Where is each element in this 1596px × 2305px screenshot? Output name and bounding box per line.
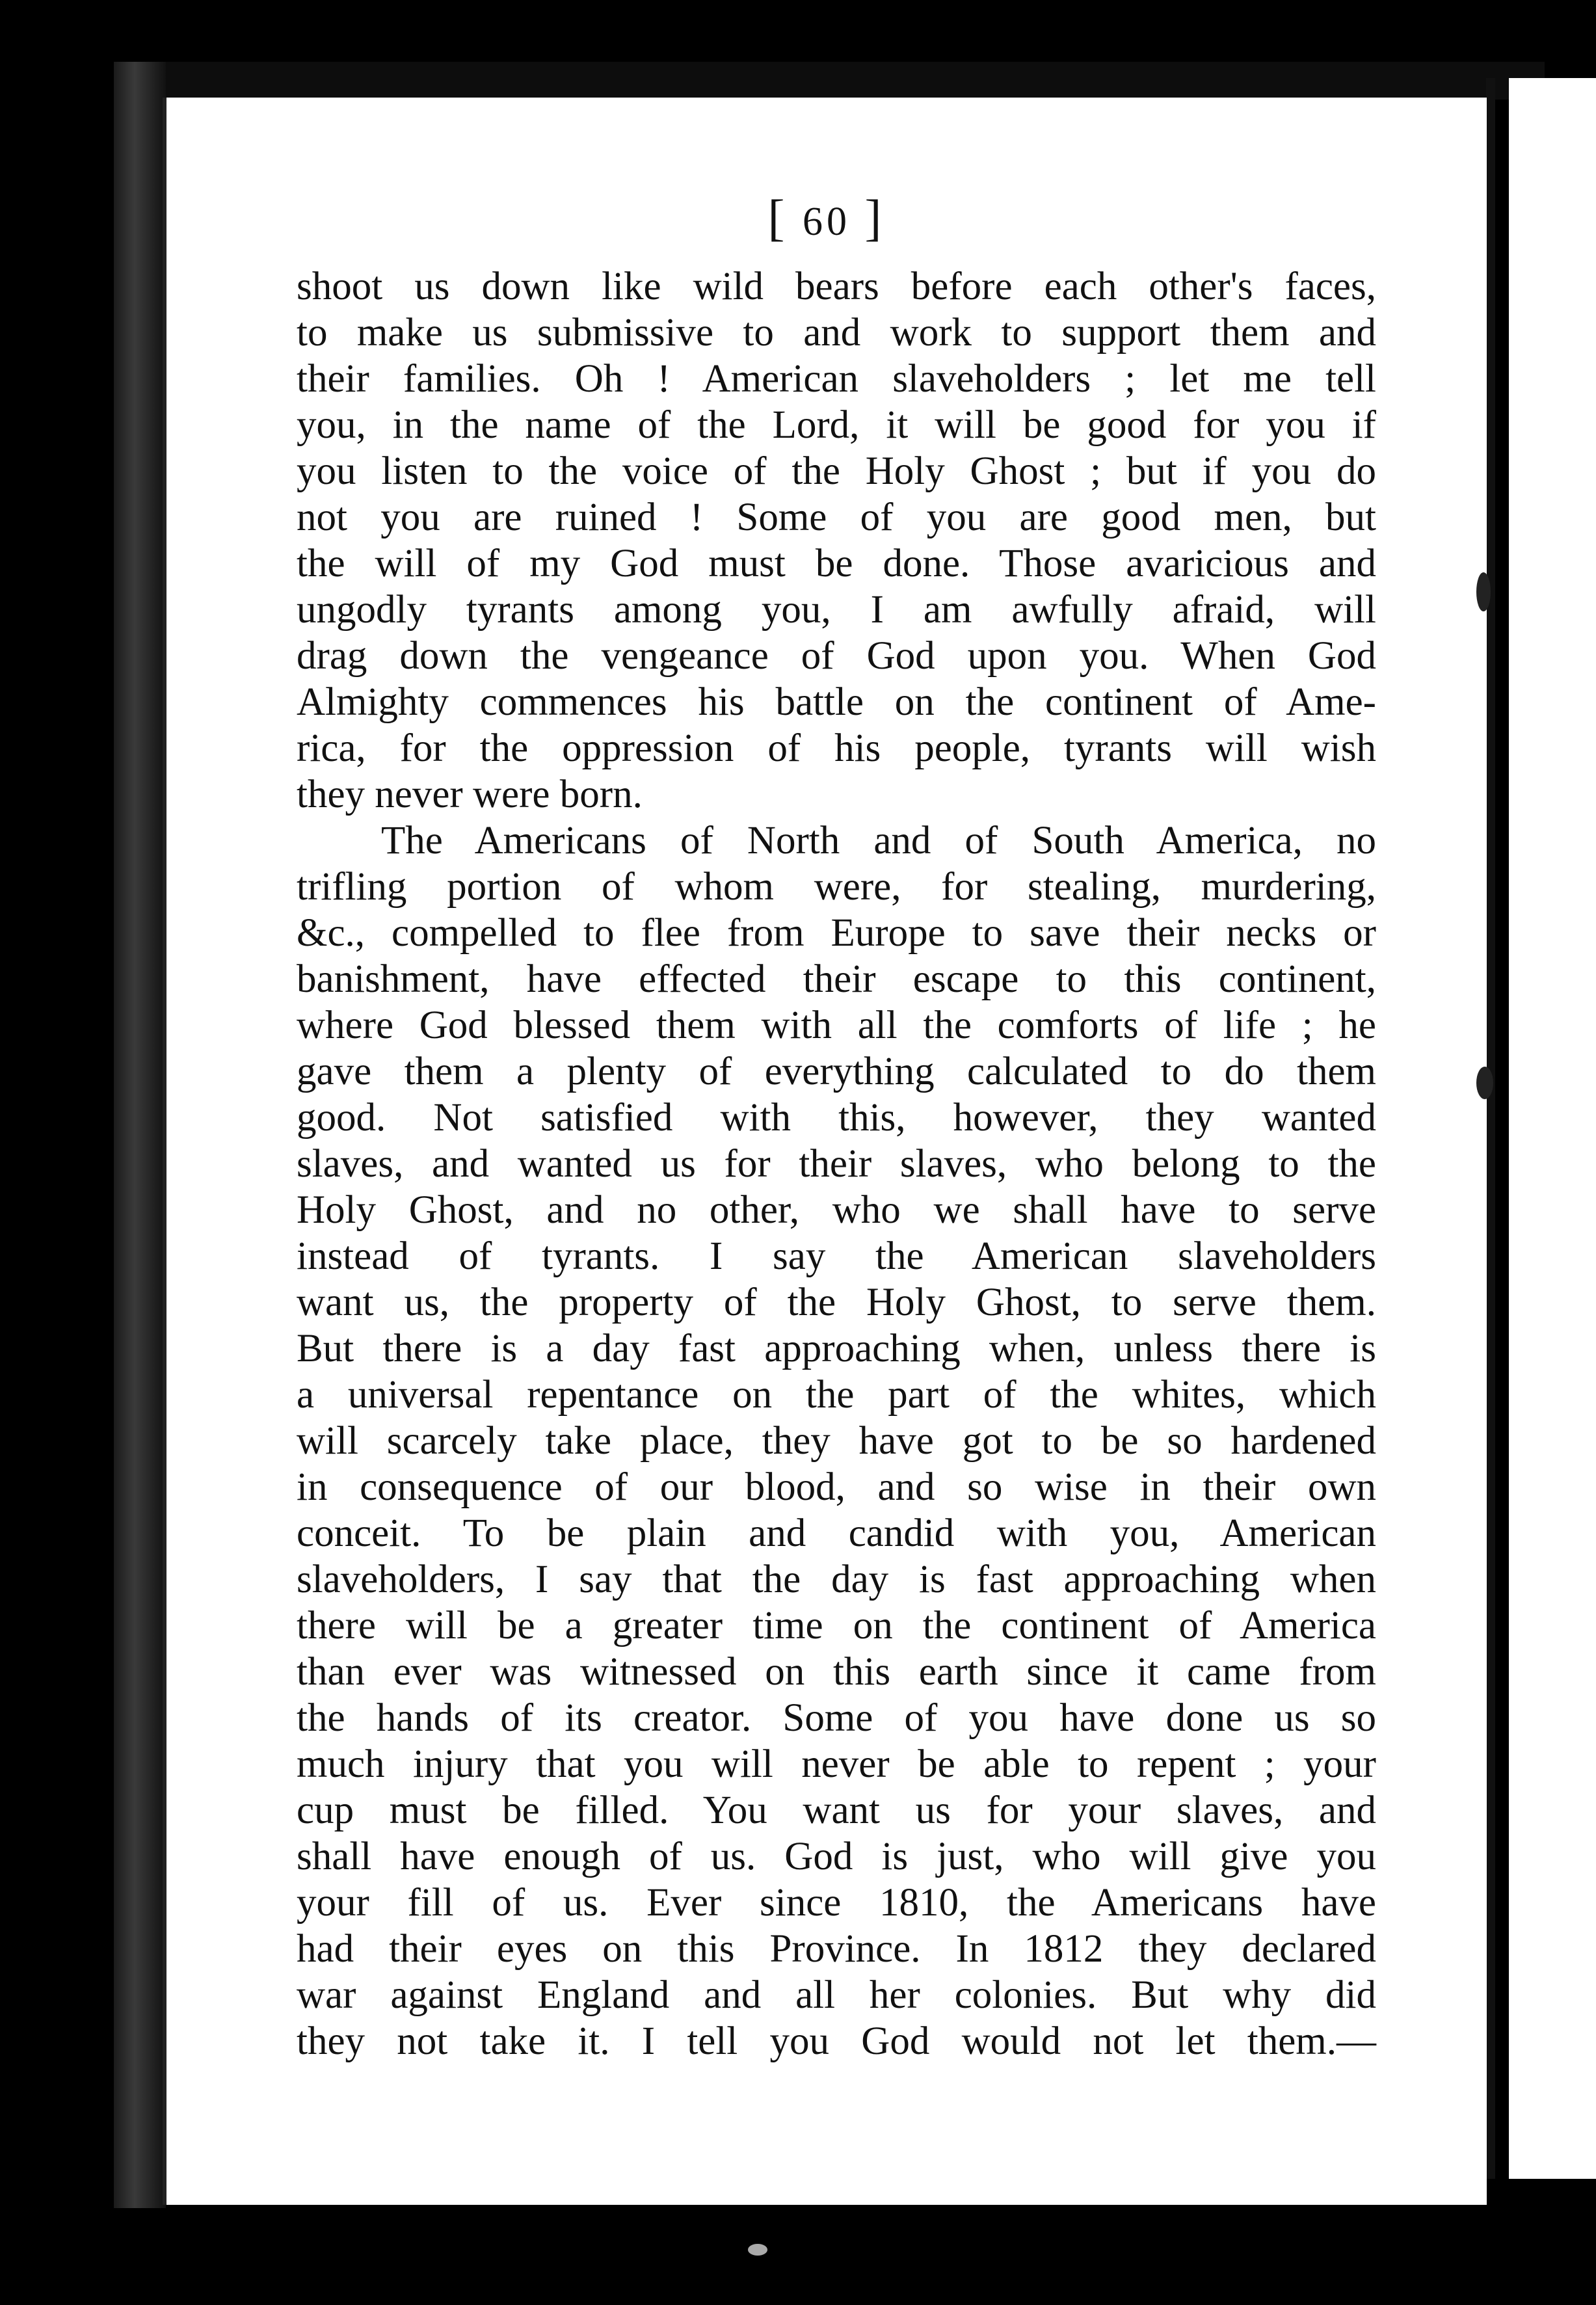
text-line: shoot us down like wild bears before each other's faces, [297, 265, 1376, 308]
text-line: their families. Oh ! American slaveholders ; let me tell [297, 357, 1376, 401]
text-line: than ever was witnessed on this earth since it came from [297, 1650, 1376, 1694]
scan-speck [1476, 1067, 1493, 1099]
text-line: there will be a greater time on the continent of America [297, 1604, 1376, 1647]
text-line: cup must be filled. You want us for your slaves, and [297, 1789, 1376, 1832]
body-text [297, 263, 1376, 2064]
paragraph-first-line: The Americans of North and of South America, no [381, 819, 1376, 862]
scan-speck [1476, 572, 1491, 611]
scan-speck [748, 2244, 767, 2256]
page-number-bracket-open: [ [767, 189, 789, 246]
text-line: you listen to the voice of the Holy Ghost ; but if you do [297, 449, 1376, 493]
text-line: instead of tyrants. I say the American slaveholders [297, 1234, 1376, 1278]
text-line: in consequence of our blood, and so wise in their own [297, 1465, 1376, 1509]
text-line: where God blessed them with all the comforts of life ; he [297, 1004, 1376, 1047]
text-line: want us, the property of the Holy Ghost, to serve them. [297, 1281, 1376, 1324]
text-line: ungodly tyrants among you, I am awfully afraid, will [297, 588, 1376, 632]
text-line: drag down the vengeance of God upon you. When God [297, 634, 1376, 678]
facing-page-edge [1509, 78, 1596, 2179]
text-line: gave them a plenty of everything calculated to do them [297, 1050, 1376, 1093]
book-binding-edge [114, 62, 166, 2208]
page-number: 60 [803, 200, 851, 244]
page-number-header [166, 189, 1487, 247]
page-top-edge [114, 62, 1545, 100]
text-line: trifling portion of whom were, for stealing, murdering, [297, 865, 1376, 909]
text-line: &c., compelled to flee from Europe to save their necks or [297, 911, 1376, 955]
text-line: But there is a day fast approaching when, unless there is [297, 1327, 1376, 1370]
text-line: Almighty commences his battle on the continent of Ame- [297, 680, 1376, 724]
text-line: your fill of us. Ever since 1810, the Americans have [297, 1881, 1376, 1925]
text-line: not you are ruined ! Some of you are good men, but [297, 496, 1376, 539]
text-line: conceit. To be plain and candid with you, American [297, 1512, 1376, 1555]
page-divider-line [1486, 78, 1495, 2179]
text-line: had their eyes on this Province. In 1812 they declared [297, 1927, 1376, 1971]
text-line: rica, for the oppression of his people, tyrants will wish [297, 726, 1376, 770]
text-line: war against England and all her colonies. But why did [297, 1973, 1376, 2017]
text-line: a universal repentance on the part of the whites, which [297, 1373, 1376, 1417]
text-line: much injury that you will never be able to repent ; your [297, 1742, 1376, 1786]
text-line: the will of my God must be done. Those avaricious and [297, 542, 1376, 585]
text-line: they never were born. [297, 773, 643, 816]
text-line: you, in the name of the Lord, it will be good for you if [297, 403, 1376, 447]
text-line: good. Not satisfied with this, however, they wanted [297, 1096, 1376, 1139]
text-line: slaveholders, I say that the day is fast approaching when [297, 1558, 1376, 1601]
text-line: Holy Ghost, and no other, who we shall have to serve [297, 1188, 1376, 1232]
text-line: they not take it. I tell you God would not let them.— [297, 2019, 1376, 2063]
book-page [163, 98, 1487, 2205]
text-line: slaves, and wanted us for their slaves, who belong to the [297, 1142, 1376, 1186]
text-line: will scarcely take place, they have got to be so hardened [297, 1419, 1376, 1463]
text-line: banishment, have effected their escape to this continent, [297, 957, 1376, 1001]
text-line: shall have enough of us. God is just, who will give you [297, 1835, 1376, 1878]
text-line: the hands of its creator. Some of you have done us so [297, 1696, 1376, 1740]
page-number-bracket-close: ] [864, 189, 886, 246]
text-line: to make us submissive to and work to support them and [297, 311, 1376, 354]
